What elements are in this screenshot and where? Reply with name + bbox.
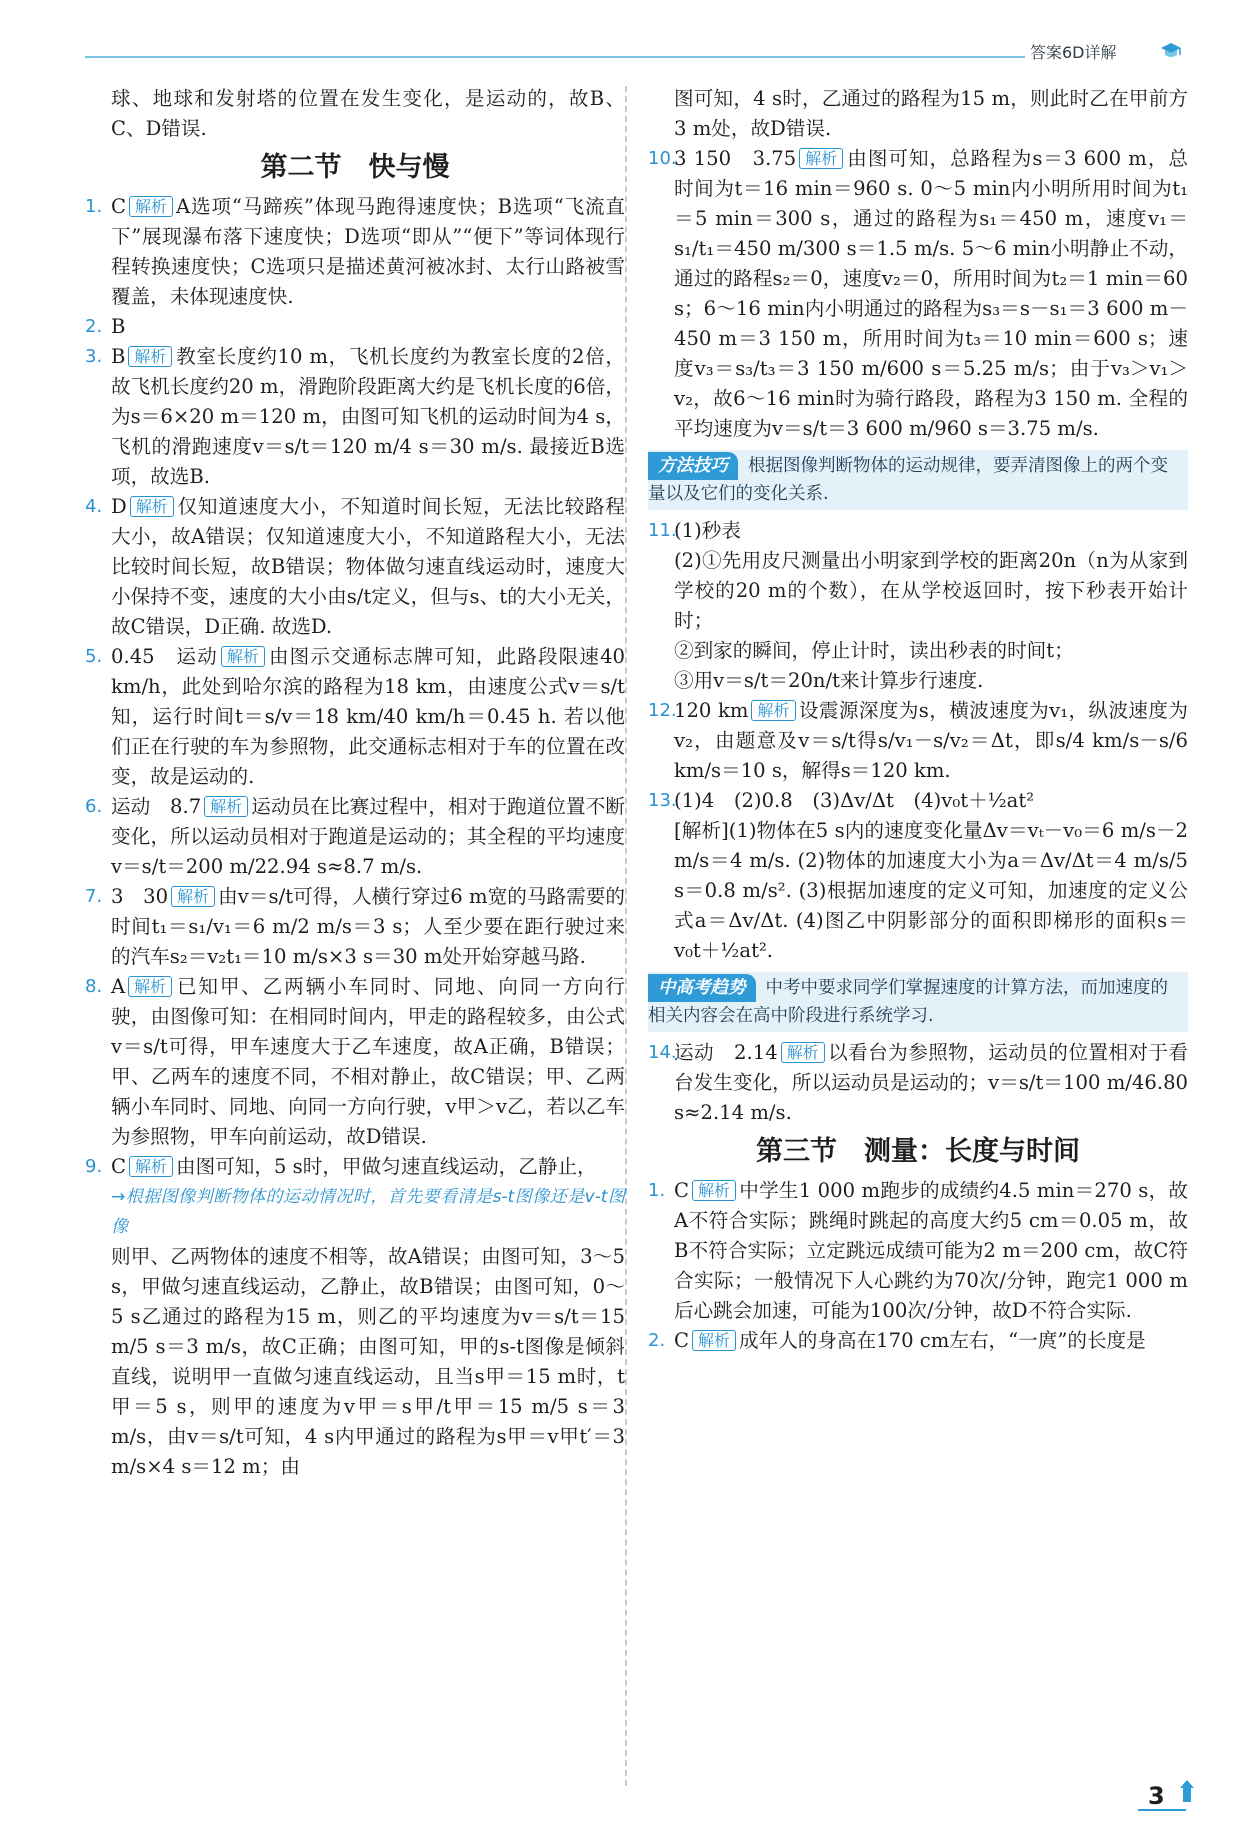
question-number: 7. bbox=[85, 886, 103, 907]
question-number: 6. bbox=[85, 796, 103, 817]
question-number: 10. bbox=[648, 148, 677, 169]
answer-value: C bbox=[674, 1329, 689, 1352]
analysis-tag: 解析 bbox=[751, 700, 795, 721]
callout-text: 中考中要求同学们掌握速度的计算方法，而加速度的相关内容会在高中阶段进行系统学习. bbox=[648, 978, 1168, 1026]
callout-badge: 中高考趋势 bbox=[648, 974, 756, 1002]
question-answer bbox=[648, 1176, 1188, 1326]
paragraph: 图可知，4 s时，乙通过的路程为15 m，则此时乙在甲前方3 m处，故D错误. bbox=[674, 87, 1188, 140]
question-answer bbox=[648, 144, 1188, 444]
callout-badge: 方法技巧 bbox=[648, 452, 738, 480]
question-number: 1. bbox=[85, 196, 103, 217]
header-tag: 答案6D详解 bbox=[1030, 43, 1117, 62]
answer-explanation: 教室长度约10 m，飞机长度约为教室长度的2倍，故飞机长度约20 m，滑跑阶段距离大约是飞机长度的6倍，为s＝6×20 m＝120 m，由图可知飞机的运动时间为4 s，飞机的滑跑速度v＝s/t＝120 m/4 s＝30 m/s. 最接近B选项，故选B. bbox=[111, 345, 625, 488]
question-answer bbox=[85, 312, 625, 342]
question-answer bbox=[648, 696, 1188, 786]
answer-explanation: 由v＝s/t可得，人横行穿过6 m宽的马路需要的时间t₁＝s₁/v₁＝6 m/2 m/s＝3 s；人至少要在距行驶过来的汽车s₂＝v₂t₁＝10 m/s×3 s＝30 m处开始穿越马路. bbox=[111, 885, 626, 968]
analysis-tag: 解析 bbox=[799, 148, 843, 169]
handwritten-note: →根据图像判断物体的运动情况时，首先要看清是s-t图像还是v-t图像 bbox=[111, 1187, 625, 1237]
analysis-tag: 解析 bbox=[221, 646, 265, 667]
answer-value: C bbox=[111, 1155, 126, 1178]
paragraph: 球、地球和发射塔的位置在发生变化，是运动的，故B、C、D错误. bbox=[111, 87, 625, 140]
question-answer bbox=[85, 492, 625, 642]
answer-value: C bbox=[111, 195, 126, 218]
answer-value: A bbox=[111, 975, 126, 998]
analysis-tag: 解析 bbox=[128, 346, 172, 367]
paragraph: (2)①先用皮尺测量出小明家到学校的距离20n（n为从家到学校的20 m的个数），在从学校返回时，按下秒表开始计时； bbox=[674, 549, 1188, 632]
right-column bbox=[648, 84, 1188, 1356]
analysis-tag: 解析 bbox=[128, 976, 172, 997]
graduation-cap-icon bbox=[1160, 42, 1182, 60]
answer-value: 运动 2.14 bbox=[674, 1041, 778, 1064]
question-number: 4. bbox=[85, 496, 103, 517]
answer-value: 3 30 bbox=[111, 885, 169, 908]
analysis-tag: 解析 bbox=[171, 886, 215, 907]
paragraph: [解析](1)物体在5 s内的速度变化量Δv＝vₜ－v₀＝6 m/s－2 m/s＝4 m/s. (2)物体的加速度大小为a＝Δv/Δt＝4 m/s/5 s＝0.8 m/s². (3)根据加速度的定义可知，加速度的定义公式a＝Δv/Δt. (4)图乙中阴影部分的面积即梯形的面积s＝v₀t＋½at². bbox=[674, 819, 1188, 962]
column-divider bbox=[625, 86, 627, 1786]
answer-explanation: 仅知道速度大小，不知道时间长短，无法比较路程大小，故A错误；仅知道速度大小，不知道路程大小，无法比较时间长短，故B错误；物体做匀速直线运动时，速度大小保持不变，速度的大小由s/t定义，但与s、t的大小无关，故C错误，D正确. 故选D. bbox=[111, 495, 625, 638]
answer-explanation: 由图可知，总路程为s＝3 600 m，总时间为t＝16 min＝960 s. 0～5 min内小明所用时间为t₁＝5 min＝300 s，通过的路程为s₁＝450 m，速度v₁＝s₁/t₁＝450 m/300 s＝1.5 m/s. 5～6 min小明静止不动，通过的路程s₂＝0，速度v₂＝0，所用时间为t₂＝1 min＝60 s；6～16 min内小明通过的路程为s₃＝s－s₁＝3 600 m－450 m＝3 150 m，所用时间为t₃＝10 min＝600 s；速度v₃＝s₃/t₃＝3 150 m/600 s＝5.25 m/s；由于v₃＞v₁＞v₂，故6～16 min时为骑行路段，路程为3 150 m. 全程的平均速度为v＝s/t＝3 600 m/960 s＝3.75 m/s. bbox=[674, 147, 1188, 440]
question-answer bbox=[648, 1326, 1188, 1356]
paragraph: 则甲、乙两物体的速度不相等，故A错误；由图可知，3～5 s，甲做匀速直线运动，乙静止，故B错误；由图可知，0～5 s乙通过的路程为15 m，则乙的平均速度为v＝s/t＝15 m/5 s＝3 m/s，故C正确；由图可知，甲的s-t图像是倾斜直线，说明甲一直做匀速直线运动，且当s甲＝15 m时，t甲＝5 s，则甲的速度为v甲＝s甲/t甲＝15 m/5 s＝3 m/s，由v＝s/t可知，4 s内甲通过的路程为s甲＝v甲t′＝3 m/s×4 s＝12 m；由 bbox=[111, 1245, 625, 1478]
question-answer bbox=[85, 792, 625, 882]
section-title: 第三节 测量：长度与时间 bbox=[756, 1136, 1080, 1167]
answer-value: 0.45 运动 bbox=[111, 645, 218, 668]
answer-value: B bbox=[111, 315, 126, 338]
answer-explanation: 成年人的身高在170 cm左右，“一庹”的长度是 bbox=[739, 1329, 1146, 1352]
analysis-tag: 解析 bbox=[204, 796, 248, 817]
answer-explanation: 由图示交通标志牌可知，此路段限速40 km/h，此处到哈尔滨的路程为18 km，由速度公式v＝s/t知，运行时间t＝s/v＝18 km/40 km/h＝0.45 h. 若以他们正在行驶的车为参照物，此交通标志相对于车的位置在改变，故是运动的. bbox=[111, 645, 625, 788]
header-rule bbox=[85, 56, 1025, 58]
question-number: 8. bbox=[85, 976, 103, 997]
question-number: 14. bbox=[648, 1042, 677, 1063]
page-number: 3 bbox=[1148, 1782, 1165, 1810]
analysis-tag: 解析 bbox=[781, 1042, 825, 1063]
answer-value: C bbox=[674, 1179, 689, 1202]
question-answer bbox=[85, 642, 625, 792]
answer-explanation: 运动员在比赛过程中，相对于跑道位置不断变化，所以运动员相对于跑道是运动的；其全程的平均速度v＝s/t＝200 m/22.94 s≈8.7 m/s. bbox=[111, 795, 625, 878]
answer-value: D bbox=[111, 495, 127, 518]
tip-callout bbox=[648, 972, 1188, 1032]
answer-value: 运动 8.7 bbox=[111, 795, 202, 818]
question-number: 2. bbox=[648, 1330, 666, 1351]
analysis-tag: 解析 bbox=[130, 496, 174, 517]
answer-explanation: 以看台为参照物，运动员的位置相对于看台发生变化，所以运动员是运动的；v＝s/t＝100 m/46.80 s≈2.14 m/s. bbox=[674, 1041, 1188, 1124]
paragraph: ③用v＝s/t＝20n/t来计算步行速度. bbox=[674, 669, 984, 692]
question-answer bbox=[85, 972, 625, 1152]
section-title: 第二节 快与慢 bbox=[260, 152, 450, 183]
question-number: 9. bbox=[85, 1156, 103, 1177]
question-answer bbox=[85, 192, 625, 312]
question-answer bbox=[85, 342, 625, 492]
analysis-tag: 解析 bbox=[692, 1180, 736, 1201]
left-column bbox=[85, 84, 625, 1482]
answer-explanation: 已知甲、乙两辆小车同时、同地、向同一方向行驶，由图像可知：在相同时间内，甲走的路程较多，由公式v＝s/t可得，甲车速度大于乙车速度，故A正确，B错误；甲、乙两车的速度不同，不相对静止，故C错误；甲、乙两辆小车同时、同地、向同一方向行驶，v甲＞v乙，若以乙车为参照物，甲车向前运动，故D错误. bbox=[111, 975, 625, 1148]
tip-callout bbox=[648, 450, 1188, 510]
question-number: 3. bbox=[85, 346, 103, 367]
answer-value: 3 150 3.75 bbox=[674, 147, 797, 170]
analysis-tag: 解析 bbox=[129, 1156, 173, 1177]
question-number: 5. bbox=[85, 646, 103, 667]
question-number: 2. bbox=[85, 316, 103, 337]
question-answer bbox=[648, 786, 1188, 816]
answer-explanation: A选项“马蹄疾”体现马跑得速度快；B选项“飞流直下”展现瀑布落下速度快；D选项“即从”“便下”等词体现行程转换速度快；C选项只是描述黄河被冰封、太行山路被雪覆盖，未体现速度快. bbox=[111, 195, 625, 308]
answer-explanation: 由图可知，5 s时，甲做匀速直线运动，乙静止， bbox=[176, 1155, 597, 1178]
answer-value: (1)4 (2)0.8 (3)Δv/Δt (4)v₀t＋½at² bbox=[674, 789, 1035, 812]
answer-explanation: 中学生1 000 m跑步的成绩约4.5 min＝270 s，故A不符合实际；跳绳时跳起的高度大约5 cm＝0.05 m，故B不符合实际；立定跳远成绩可能为2 m＝200 cm，故C符合实际；一般情况下人心跳约为70次/分钟，跑完1 000 m后心跳会加速，可能为100次/分钟，故D不符合实际. bbox=[674, 1179, 1188, 1322]
answer-explanation: 设震源深度为s，横波速度为v₁，纵波速度为v₂，由题意及v＝s/t得s/v₁－s/v₂＝Δt，即s/4 km/s－s/6 km/s＝10 s，解得s＝120 km. bbox=[674, 699, 1188, 782]
question-number: 11. bbox=[648, 520, 677, 541]
question-answer bbox=[85, 1152, 625, 1182]
question-answer bbox=[85, 882, 625, 972]
callout-text: 根据图像判断物体的运动规律，要弄清图像上的两个变量以及它们的变化关系. bbox=[648, 456, 1168, 504]
question-number: 12. bbox=[648, 700, 677, 721]
paragraph: ②到家的瞬间，停止计时，读出秒表的时间t； bbox=[674, 639, 1074, 662]
analysis-tag: 解析 bbox=[129, 196, 173, 217]
question-number: 13. bbox=[648, 790, 677, 811]
question-number: 1. bbox=[648, 1180, 666, 1201]
answer-value: 120 km bbox=[674, 699, 749, 722]
page-number-badge bbox=[1136, 1778, 1198, 1814]
question-answer bbox=[648, 1038, 1188, 1128]
answer-value: B bbox=[111, 345, 126, 368]
question-answer bbox=[648, 516, 1188, 546]
analysis-tag: 解析 bbox=[692, 1330, 736, 1351]
answer-value: (1)秒表 bbox=[674, 519, 741, 542]
